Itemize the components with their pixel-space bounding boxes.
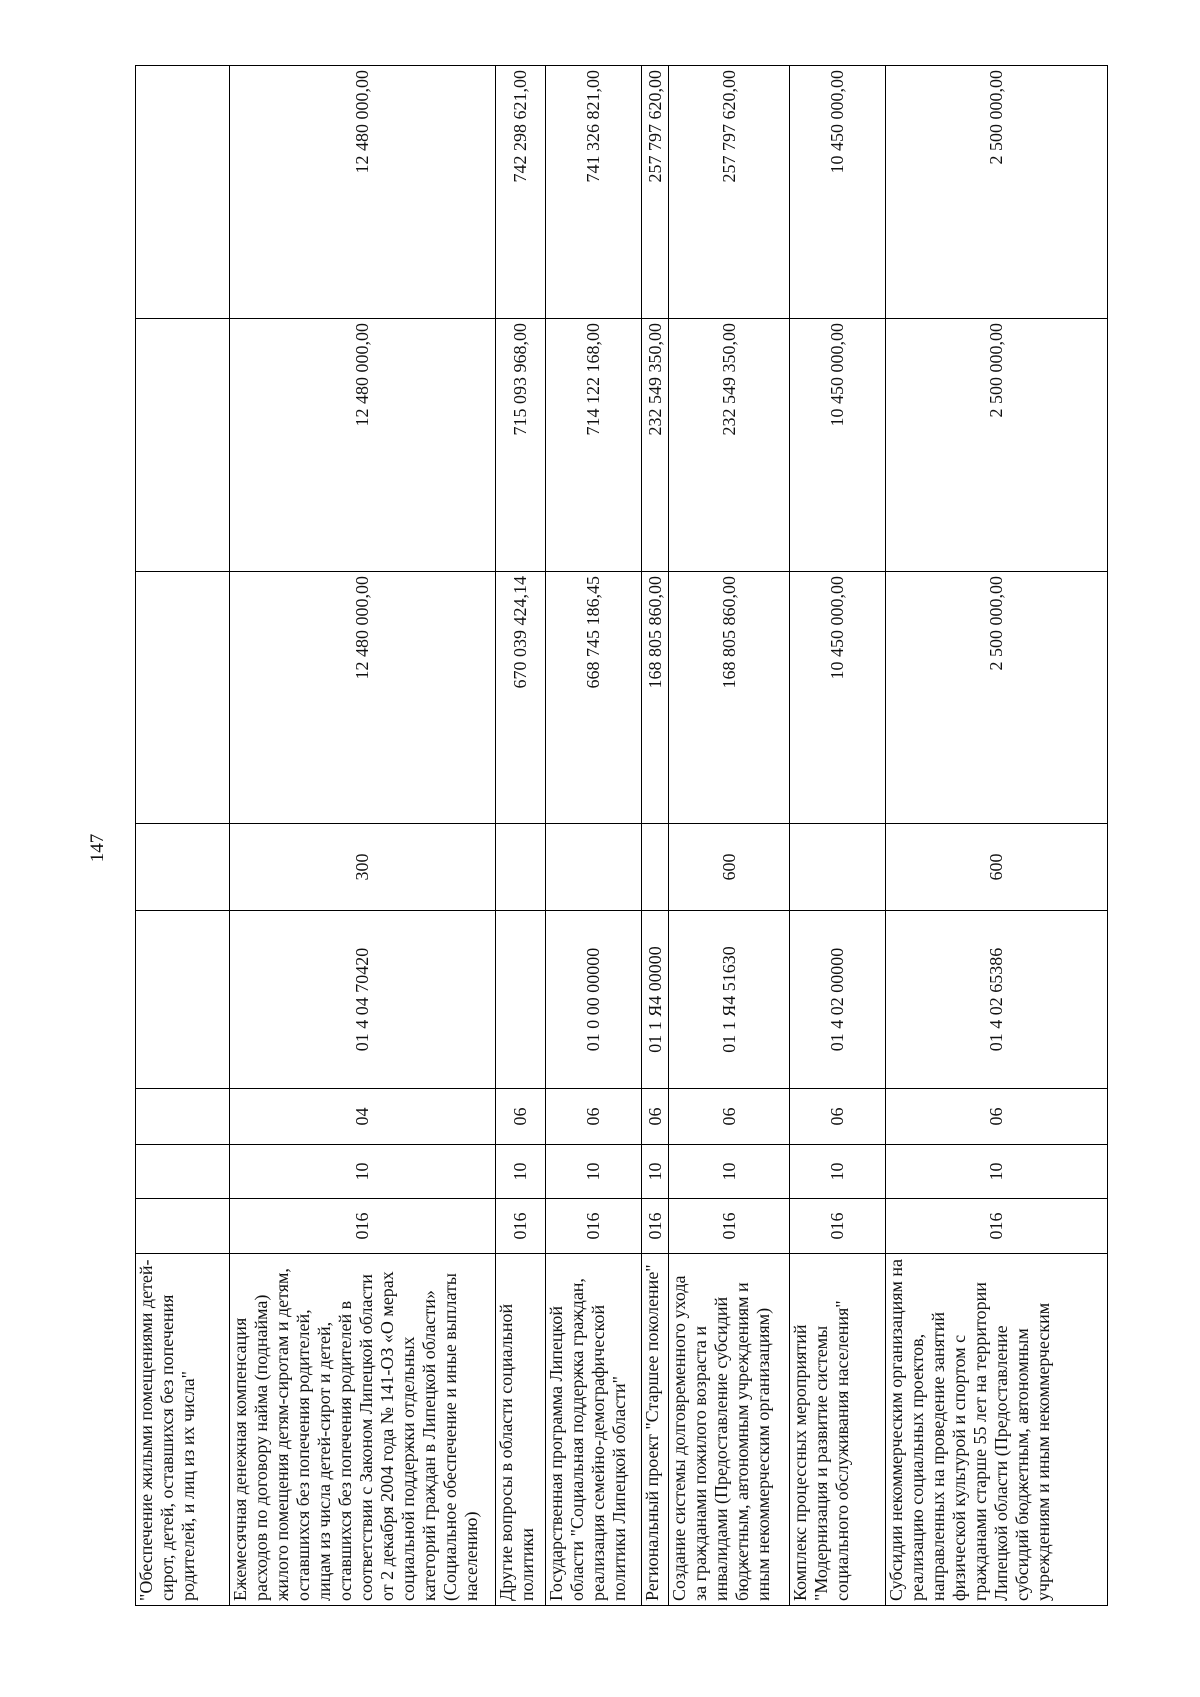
sum-2-cell: 12 480 000,00 xyxy=(230,319,496,572)
csr-cell: 01 0 00 00000 xyxy=(546,911,642,1089)
table-row xyxy=(546,66,642,1606)
vr-cell xyxy=(546,824,642,911)
rz-cell: 10 xyxy=(642,1145,669,1199)
sum-1-cell: 2 500 000,00 xyxy=(886,572,1108,824)
sum-2-cell: 2 500 000,00 xyxy=(886,319,1108,572)
gr-cell: 016 xyxy=(790,1199,886,1254)
row-name-cell: Региональный проект "Старшее поколение" xyxy=(642,1254,669,1606)
row-name-cell: Другие вопросы в области социальной политики xyxy=(496,1254,546,1606)
budget-table-container xyxy=(135,66,1107,1606)
sum-3-cell: 12 480 000,00 xyxy=(230,66,496,319)
pr-cell: 04 xyxy=(230,1089,496,1145)
gr-cell xyxy=(136,1199,230,1254)
pr-cell: 06 xyxy=(642,1089,669,1145)
sum-2-cell: 714 122 168,00 xyxy=(546,319,642,572)
sum-2-cell: 10 450 000,00 xyxy=(790,319,886,572)
table-row xyxy=(669,66,790,1606)
table-row xyxy=(886,66,1108,1606)
sum-1-cell: 10 450 000,00 xyxy=(790,572,886,824)
budget-table xyxy=(135,65,1108,1606)
csr-cell xyxy=(496,911,546,1089)
pr-cell: 06 xyxy=(496,1089,546,1145)
row-name-cell: Создание системы долговременного ухода за гражданами пожилого возраста и инвалидами (Предоставление субсидий бюджетным, автономным учреждениям и иным некоммерческим организациям) xyxy=(669,1254,790,1606)
gr-cell: 016 xyxy=(642,1199,669,1254)
csr-cell: 01 1 Я4 51630 xyxy=(669,911,790,1089)
rz-cell: 10 xyxy=(669,1145,790,1199)
rz-cell: 10 xyxy=(886,1145,1108,1199)
pr-cell: 06 xyxy=(669,1089,790,1145)
vr-cell: 300 xyxy=(230,824,496,911)
sum-3-cell: 257 797 620,00 xyxy=(642,66,669,319)
pr-cell: 06 xyxy=(546,1089,642,1145)
vr-cell: 600 xyxy=(886,824,1108,911)
sum-1-cell: 670 039 424,14 xyxy=(496,572,546,824)
sum-1-cell: 168 805 860,00 xyxy=(642,572,669,824)
csr-cell: 01 4 02 65386 xyxy=(886,911,1108,1089)
rz-cell: 10 xyxy=(546,1145,642,1199)
sum-1-cell: 12 480 000,00 xyxy=(230,572,496,824)
table-row xyxy=(230,66,496,1606)
sum-2-cell: 232 549 350,00 xyxy=(642,319,669,572)
row-name-cell: Комплекс процессных мероприятий "Модернизация и развитие системы социального обслуживания населения" xyxy=(790,1254,886,1606)
csr-cell: 01 1 Я4 00000 xyxy=(642,911,669,1089)
sum-3-cell: 10 450 000,00 xyxy=(790,66,886,319)
rz-cell: 10 xyxy=(496,1145,546,1199)
sum-1-cell: 168 805 860,00 xyxy=(669,572,790,824)
pr-cell: 06 xyxy=(790,1089,886,1145)
row-name-cell: "Обеспечение жилыми помещениями детей-сирот, детей, оставшихся без попечения родителей, и лиц из их числа" xyxy=(136,1254,230,1606)
table-row xyxy=(790,66,886,1606)
row-name-cell: Государственная программа Липецкой области "Социальная поддержка граждан, реализация семейно-демографической политики Липецкой области" xyxy=(546,1254,642,1606)
sum-3-cell: 2 500 000,00 xyxy=(886,66,1108,319)
table-row xyxy=(136,66,230,1606)
sum-2-cell xyxy=(136,319,230,572)
pr-cell: 06 xyxy=(886,1089,1108,1145)
rz-cell xyxy=(136,1145,230,1199)
vr-cell xyxy=(642,824,669,911)
sum-2-cell: 715 093 968,00 xyxy=(496,319,546,572)
row-name-cell: Субсидии некоммерческим организациям на реализацию социальных проектов, направленных на проведение занятий физической культурой и спортом с гражданами старше 55 лет на территории Липецкой области (Предоставление субсидий бюджетным, автономным учреждениям и иным некоммерческим xyxy=(886,1254,1108,1606)
sum-3-cell xyxy=(136,66,230,319)
csr-cell xyxy=(136,911,230,1089)
pr-cell xyxy=(136,1089,230,1145)
vr-cell xyxy=(496,824,546,911)
gr-cell: 016 xyxy=(886,1199,1108,1254)
gr-cell: 016 xyxy=(669,1199,790,1254)
sum-1-cell: 668 745 186,45 xyxy=(546,572,642,824)
sum-3-cell: 742 298 621,00 xyxy=(496,66,546,319)
rz-cell: 10 xyxy=(230,1145,496,1199)
gr-cell: 016 xyxy=(546,1199,642,1254)
sum-1-cell xyxy=(136,572,230,824)
vr-cell xyxy=(136,824,230,911)
sum-2-cell: 232 549 350,00 xyxy=(669,319,790,572)
row-name-cell: Ежемесячная денежная компенсация расходов по договору найма (поднайма) жилого помещения детям-сиротам и детям, оставшихся без попечения родителей, лицам из числа детей-сирот и детей, оставшихся без попечения родителей в соответствии с Законом Липецкой области от 2 декабря 2004 года № 141-ОЗ «О мерах социальной поддержки отдельных категорий граждан в Липецкой области» (Социальное обеспечение и иные выплаты населению) xyxy=(230,1254,496,1606)
sum-3-cell: 257 797 620,00 xyxy=(669,66,790,319)
vr-cell xyxy=(790,824,886,911)
csr-cell: 01 4 04 70420 xyxy=(230,911,496,1089)
gr-cell: 016 xyxy=(496,1199,546,1254)
sum-3-cell: 741 326 821,00 xyxy=(546,66,642,319)
table-row xyxy=(496,66,546,1606)
rz-cell: 10 xyxy=(790,1145,886,1199)
gr-cell: 016 xyxy=(230,1199,496,1254)
page-number: 147 xyxy=(87,833,108,863)
vr-cell: 600 xyxy=(669,824,790,911)
table-row xyxy=(642,66,669,1606)
csr-cell: 01 4 02 00000 xyxy=(790,911,886,1089)
